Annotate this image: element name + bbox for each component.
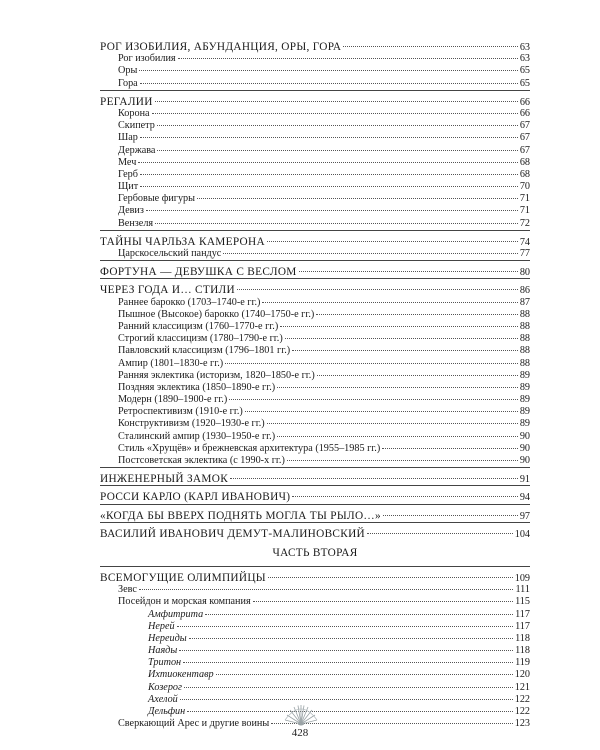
toc-entry [100, 169, 530, 181]
toc-entry-page: 111 [515, 584, 530, 596]
toc-entry [100, 418, 530, 430]
toc-entry-page: 65 [519, 77, 530, 89]
toc-entry [100, 78, 530, 90]
toc-entry-page: 67 [519, 144, 530, 156]
toc-entry-title: Царскосельский пандус [118, 248, 222, 259]
toc-entry-title: Наяды [148, 645, 178, 657]
toc-entry-page: 89 [519, 418, 530, 430]
dot-leader [299, 271, 518, 272]
toc-entry [100, 205, 530, 217]
toc-entry-title: Тритон [148, 657, 182, 669]
dot-leader [140, 83, 518, 84]
toc-entry-title: Скипетр [118, 120, 155, 132]
dot-leader [267, 423, 518, 424]
toc-entry-page: 88 [519, 320, 530, 332]
dot-leader [343, 46, 517, 47]
toc-entry [100, 657, 530, 669]
toc-entry-title: РОССИ КАРЛО (КАРЛ ИВАНОВИЧ) [100, 491, 291, 504]
dot-leader [187, 711, 513, 712]
toc-entry-page: 77 [519, 248, 530, 259]
dot-leader [253, 601, 513, 602]
toc-entry [100, 584, 530, 596]
dot-leader [229, 399, 518, 400]
page-number: 428 [291, 727, 309, 739]
toc-entry-title: РЕГАЛИИ [100, 95, 153, 108]
toc-entry-title: Амфитрита [148, 608, 204, 620]
toc-entry [100, 65, 530, 77]
toc-entry [100, 345, 530, 357]
table-of-contents [100, 41, 530, 730]
toc-entry-title: Меч [118, 156, 137, 168]
section-divider [100, 230, 530, 231]
toc-entry [100, 572, 530, 584]
dot-leader [230, 478, 518, 479]
toc-entry-page: 88 [519, 345, 530, 357]
dot-leader [383, 515, 518, 516]
toc-entry-page: 71 [519, 193, 530, 205]
toc-entry-title: ИНЖЕНЕРНЫЙ ЗАМОК [100, 473, 229, 486]
toc-entry-title: Шар [118, 132, 138, 144]
toc-entry-title: «КОГДА БЫ ВВЕРХ ПОДНЯТЬ МОГЛА ТЫ РЫЛО…» [100, 509, 381, 522]
toc-entry [100, 682, 530, 694]
toc-entry-title: Модерн (1890–1900-е гг.) [118, 394, 228, 406]
toc-entry-title: Конструктивизм (1920–1930-е гг.) [118, 418, 265, 430]
toc-entry-page: 63 [519, 42, 530, 53]
toc-entry-title: Строгий классицизм (1780–1790-е гг.) [118, 333, 283, 345]
toc-entry-title: Постсоветская эклектика (с 1990-х гг.) [118, 455, 285, 466]
toc-entry-page: 68 [519, 168, 530, 180]
dot-leader [280, 326, 518, 327]
section-divider [100, 504, 530, 505]
toc-entry-page: 66 [519, 107, 530, 119]
toc-entry [100, 321, 530, 333]
toc-entry-title: ТАЙНЫ ЧАРЛЬЗА КАМЕРОНА [100, 235, 265, 248]
toc-entry-page: 71 [519, 205, 530, 217]
toc-entry-title: ФОРТУНА — ДЕВУШКА С ВЕСЛОМ [100, 266, 297, 279]
toc-entry [100, 528, 530, 540]
toc-entry-title: ВСЕМОГУЩИЕ ОЛИМПИЙЦЫ [100, 571, 266, 584]
toc-entry-page: 117 [515, 608, 530, 620]
toc-entry-page: 94 [519, 492, 530, 504]
toc-entry [100, 645, 530, 657]
toc-entry-page: 89 [519, 406, 530, 418]
section-divider [100, 467, 530, 468]
dot-leader [140, 174, 518, 175]
toc-entry-page: 66 [519, 96, 530, 108]
toc-entry [100, 236, 530, 248]
toc-entry-title: ВАСИЛИЙ ИВАНОВИЧ ДЕМУТ-МАЛИНОВСКИЙ [100, 527, 366, 540]
toc-entry [100, 431, 530, 443]
toc-entry-page: 86 [519, 285, 530, 297]
toc-entry [100, 491, 530, 503]
dot-leader [277, 436, 518, 437]
part-two-heading: ЧАСТЬ ВТОРАЯ [272, 546, 358, 559]
toc-entry-page: 90 [519, 442, 530, 454]
toc-entry-title: Пышное (Высокое) барокко (1740–1750-е гг.) [118, 308, 315, 320]
toc-entry-page: 121 [514, 681, 530, 693]
toc-entry [100, 406, 530, 418]
toc-entry-page: 104 [514, 528, 530, 540]
toc-entry-title: Рог изобилия [118, 53, 176, 65]
dot-leader [140, 137, 518, 138]
section-divider [100, 260, 530, 261]
fan-ornament-icon [283, 704, 319, 726]
toc-entry-page: 90 [519, 430, 530, 442]
dot-leader [277, 387, 518, 388]
toc-entry-title: Поздняя эклектика (1850–1890-е гг.) [118, 381, 276, 393]
dot-leader [317, 375, 518, 376]
toc-entry-page: 122 [514, 706, 530, 717]
dot-leader [138, 162, 517, 163]
toc-entry [100, 609, 530, 621]
dot-leader [245, 411, 518, 412]
toc-entry-page: 120 [514, 669, 530, 681]
dot-leader [225, 363, 518, 364]
dot-leader [157, 150, 517, 151]
toc-entry [100, 41, 530, 53]
toc-entry-page: 123 [514, 718, 530, 730]
toc-entry-title: РОГ ИЗОБИЛИЯ, АБУНДАНЦИЯ, ОРЫ, ГОРА [100, 41, 342, 53]
toc-entry [100, 443, 530, 455]
dot-leader [146, 210, 518, 211]
toc-entry [100, 193, 530, 205]
toc-entry-title: Оры [118, 65, 138, 77]
toc-entry [100, 333, 530, 345]
dot-leader [223, 253, 517, 254]
toc-entry-page: 68 [519, 156, 530, 168]
toc-entry-title: Вензеля [118, 217, 154, 229]
toc-entry [100, 510, 530, 522]
dot-leader [157, 125, 518, 126]
toc-entry-title: Щит [118, 181, 139, 193]
toc-entry-page: 65 [519, 65, 530, 77]
toc-entry-title: Ранняя эклектика (историзм, 1820–1850-е гг.) [118, 369, 315, 381]
toc-entry-title: Гербовые фигуры [118, 193, 195, 205]
dot-leader [139, 589, 514, 590]
toc-entry-page: 88 [519, 357, 530, 369]
toc-entry [100, 284, 530, 296]
dot-leader [178, 58, 518, 59]
dot-leader [292, 496, 518, 497]
toc-entry [100, 669, 530, 681]
dot-leader [179, 650, 513, 651]
toc-entry-title: Корона [118, 107, 150, 119]
toc-entry-page: 109 [514, 572, 530, 584]
dot-leader [382, 448, 518, 449]
section-divider [100, 278, 530, 279]
toc-entry-page: 74 [519, 236, 530, 248]
section-divider [100, 90, 530, 91]
toc-entry [100, 473, 530, 485]
toc-entry-title: Павловский классицизм (1796–1801 гг.) [118, 345, 291, 357]
section-divider [100, 566, 530, 567]
toc-entry [100, 53, 530, 65]
toc-entry [100, 145, 530, 157]
toc-entry-page: 80 [519, 267, 530, 279]
toc-entry [100, 157, 530, 169]
toc-entry [100, 218, 530, 230]
toc-entry-page: 97 [519, 510, 530, 522]
toc-entry-title: Ахелой [148, 693, 178, 705]
dot-leader [367, 533, 513, 534]
toc-entry-title: Ретроспективизм (1910-е гг.) [118, 406, 243, 418]
dot-leader [262, 302, 517, 303]
toc-entry-title: Стиль «Хрущёв» и брежневская архитектура (1955–1985 гг.) [118, 442, 381, 454]
toc-entry [100, 96, 530, 108]
dot-leader [189, 638, 513, 639]
toc-entry [100, 455, 530, 467]
dot-leader [184, 687, 513, 688]
toc-entry-title: Ранний классицизм (1760–1770-е гг.) [118, 320, 279, 332]
toc-entry-page: 91 [519, 474, 530, 486]
dot-leader [316, 314, 518, 315]
toc-entry [100, 266, 530, 278]
dot-leader [267, 241, 518, 242]
toc-entry-page: 90 [519, 455, 530, 466]
toc-entry-title: ЧЕРЕЗ ГОДА И… СТИЛИ [100, 284, 235, 297]
toc-entry [100, 120, 530, 132]
toc-entry [100, 621, 530, 633]
toc-entry [100, 394, 530, 406]
toc-entry-page: 122 [514, 693, 530, 705]
dot-leader [287, 460, 518, 461]
dot-leader [205, 614, 513, 615]
toc-entry-title: Девиз [118, 205, 144, 217]
toc-entry [100, 633, 530, 645]
toc-entry-title: Зевс [118, 584, 137, 596]
toc-entry-title: Раннее барокко (1703–1740-е гг.) [118, 296, 261, 308]
toc-part-one [100, 41, 530, 540]
dot-leader [180, 699, 513, 700]
toc-entry-title: Нереиды [148, 632, 187, 644]
dot-leader [140, 186, 518, 187]
toc-entry [100, 181, 530, 193]
section-divider [100, 485, 530, 486]
toc-entry-page: 72 [519, 217, 530, 229]
toc-entry-title: Держава [118, 144, 156, 156]
toc-entry-title: Герб [118, 168, 138, 180]
toc-entry-page: 67 [519, 132, 530, 144]
dot-leader [285, 338, 518, 339]
dot-leader [237, 289, 518, 290]
dot-leader [177, 626, 514, 627]
toc-entry-page: 118 [515, 645, 530, 657]
toc-entry [100, 358, 530, 370]
toc-entry [100, 309, 530, 321]
toc-entry-page: 89 [519, 381, 530, 393]
toc-entry-title: Сверкающий Арес и другие воины [118, 718, 270, 730]
toc-entry-title: Нерей [148, 620, 175, 632]
toc-entry-page: 70 [519, 181, 530, 193]
toc-entry-page: 117 [515, 620, 530, 632]
toc-entry [100, 382, 530, 394]
dot-leader [155, 101, 518, 102]
dot-leader [292, 350, 518, 351]
toc-entry [100, 370, 530, 382]
toc-entry-page: 118 [515, 632, 530, 644]
toc-entry-title: Козерог [148, 681, 182, 693]
toc-entry [100, 248, 530, 260]
dot-leader [268, 577, 513, 578]
toc-entry [100, 108, 530, 120]
section-divider [100, 522, 530, 523]
toc-entry-title: Посейдон и морская компания [118, 596, 251, 608]
toc-entry-title: Сталинский ампир (1930–1950-е гг.) [118, 430, 276, 442]
toc-entry-page: 119 [515, 657, 530, 669]
toc-entry-page: 89 [519, 394, 530, 406]
toc-entry-title: Гора [118, 77, 138, 89]
toc-entry-title: Ихтиокентавр [148, 669, 214, 681]
dot-leader [139, 70, 518, 71]
toc-entry-page: 115 [515, 596, 530, 608]
toc-entry [100, 297, 530, 309]
dot-leader [197, 198, 518, 199]
toc-entry [100, 596, 530, 608]
toc-entry-title: Дельфин [148, 706, 186, 717]
toc-entry-page: 88 [519, 308, 530, 320]
dot-leader [152, 113, 518, 114]
dot-leader [183, 662, 513, 663]
toc-entry-page: 63 [519, 53, 530, 65]
toc-entry-page: 89 [519, 369, 530, 381]
toc-entry-page: 67 [519, 120, 530, 132]
toc-entry-title: Ампир (1801–1830-е гг.) [118, 357, 224, 369]
toc-entry-page: 87 [519, 296, 530, 308]
dot-leader [155, 223, 518, 224]
toc-entry [100, 132, 530, 144]
dot-leader [216, 674, 513, 675]
toc-entry-page: 88 [519, 333, 530, 345]
